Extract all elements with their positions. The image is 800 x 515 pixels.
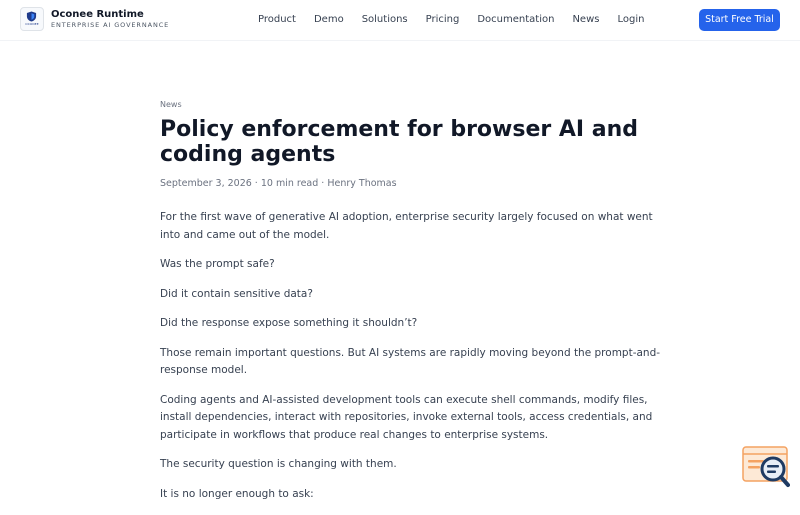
paragraph [160,315,640,333]
paragraph-line: Was the prompt safe? [160,258,275,270]
paragraph-line: into and came out of the model. [160,228,330,241]
paragraph-line: It is no longer enough to ask: [160,487,314,500]
paragraph [160,456,640,474]
site-header [0,0,800,41]
brand-tagline: ENTERPRISE AI GOVERNANCE [51,20,170,29]
brand[interactable] [20,7,169,31]
nav-demo[interactable]: Demo [313,14,344,25]
paragraph [160,345,661,380]
shield-icon [26,11,37,22]
paragraph [160,286,640,304]
article-meta: September 3, 2026 · 10 min read · Henry Thomas [160,178,397,189]
paragraph [160,392,653,445]
logo-wordmark: OCONEE [25,22,39,26]
paragraph-line: participate in workflows that produce real changes to enterprise systems. [160,428,549,441]
main-nav [258,14,662,26]
paragraph-line: Did it contain sensitive data? [160,287,313,300]
brand-logo[interactable] [20,7,44,31]
nav-login[interactable]: Login [617,14,645,25]
nav-pricing[interactable]: Pricing [425,14,460,25]
article-category[interactable]: News [160,100,182,109]
title-line: Policy enforcement for browser AI and [160,117,639,142]
paragraph-line: For the first wave of generative AI adoption, enterprise security largely focused on what went [160,211,653,223]
paragraph-line: The security question is changing with them. [160,458,397,470]
paragraph [160,256,640,274]
brand-text [51,9,169,30]
paragraph-line: response model. [160,364,248,376]
article-body [160,209,661,503]
article-title [160,117,640,167]
nav-solutions[interactable]: Solutions [361,14,408,25]
paragraph [160,209,653,244]
brand-name: Oconee Runtime [51,8,144,20]
paragraph-line: Coding agents and AI-assisted development tools can execute shell commands, modify files, [160,393,648,406]
paragraph-line: install dependencies, interact with repositories, invoke external tools, access credentials, and [160,411,653,423]
start-free-trial-button[interactable]: Start Free Trial [699,9,780,31]
paragraph-line: Did the response expose something it shouldn’t? [160,317,418,329]
article [160,100,661,515]
title-line: coding agents [160,142,336,167]
paragraph-line: Those remain important questions. But AI systems are rapidly moving beyond the prompt-and- [160,346,661,359]
chat-search-icon [742,446,790,488]
nav-news[interactable]: News [572,14,600,25]
nav-documentation[interactable]: Documentation [477,14,555,25]
chat-widget-button[interactable] [742,446,790,488]
nav-product[interactable]: Product [258,14,296,25]
paragraph [160,486,640,504]
